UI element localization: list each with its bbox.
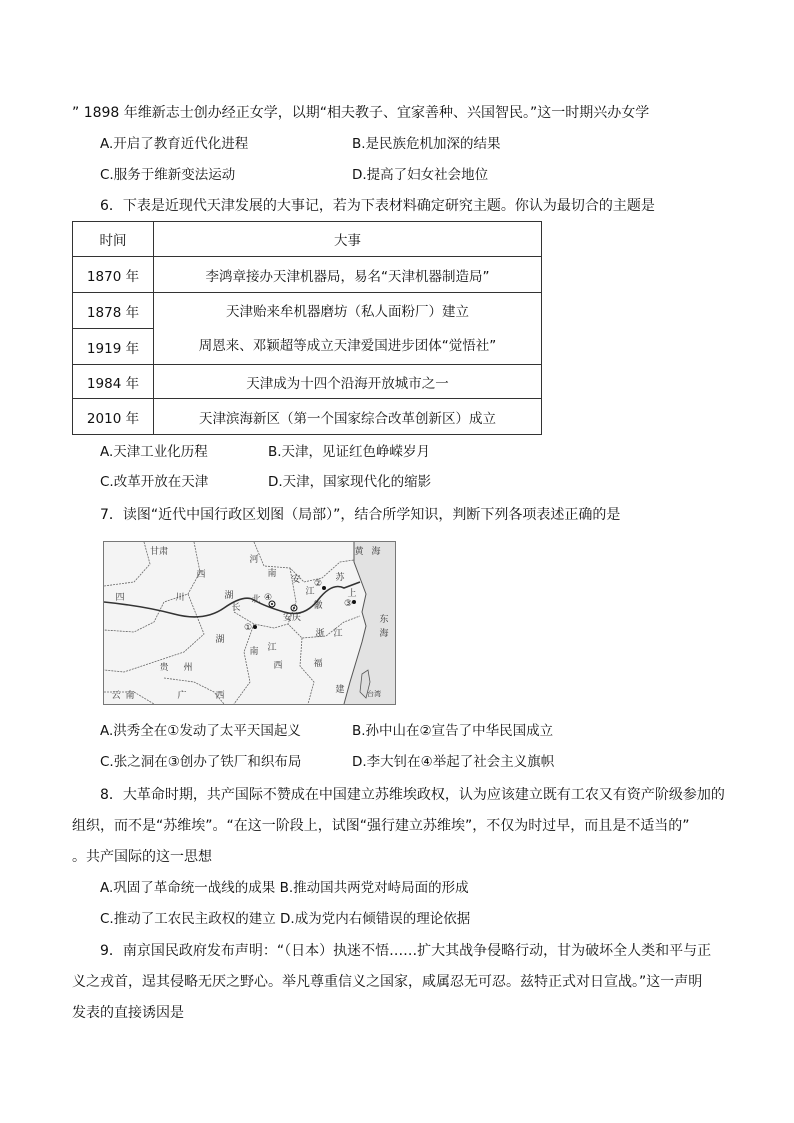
map-label: 福 (313, 659, 323, 669)
event-cell: 天津滨海新区（第一个国家综合改革创新区）成立 (154, 399, 542, 435)
table-row (73, 365, 542, 399)
table-row (73, 399, 542, 435)
map-label: 南 (249, 647, 259, 657)
q6-option-b[interactable]: B.天津，见证红色峥嵘岁月 (268, 444, 431, 460)
map-label: 台湾 (367, 690, 381, 698)
map-label: 广 (177, 691, 187, 701)
map-label: ① (243, 623, 253, 633)
q7-option-c[interactable]: C.张之洞在③创办了铁厂和织布局 (100, 754, 302, 770)
border (104, 594, 204, 672)
q5-option-d[interactable]: D.提高了妇女社会地位 (352, 167, 489, 183)
map-label: 海 (371, 547, 381, 557)
map-label: 安 (291, 575, 301, 585)
q6-option-d[interactable]: D.天津，国家现代化的缩影 (268, 474, 432, 490)
map-svg (104, 542, 395, 704)
q5-option-a[interactable]: A.开启了教育近代化进程 (100, 136, 249, 152)
map-label: 建 (335, 685, 345, 695)
map-label: 四 (115, 593, 125, 603)
marker-1 (253, 625, 257, 629)
q8-line-2: 组织，而不是“苏维埃”。“在这一阶段上，试图“强行建立苏维埃”，不仅为时过早，而且是不适当的” (72, 818, 690, 834)
map-label: 长 (231, 603, 241, 613)
marker-2 (322, 586, 326, 590)
q7-option-a[interactable]: A.洪秀全在①发动了太平天国起义 (100, 723, 301, 739)
header-time: 时间 (73, 222, 154, 257)
q9-line-1: 9．南京国民政府发布声明：“（日本）执迷不悟……扩大其战争侵略行动，甘为破坏全人类和平与正 (100, 943, 712, 959)
event-cell-merged (154, 293, 542, 365)
map-label: 徽 (313, 601, 323, 611)
q9-line-2: 义之戎首，逞其侵略无厌之野心。举凡尊重信义之国家，咸属忍无可忍。兹特正式对日宣战。”这一声明 (72, 974, 703, 990)
map-label: 南 (125, 691, 135, 701)
map-label: 黄 (354, 547, 364, 557)
map-label: 上 (347, 589, 357, 599)
event-cell: 天津成为十四个沿海开放城市之一 (154, 365, 542, 399)
map-label: 甘肃 (149, 547, 169, 557)
q8-line-1: 8．大革命时期，共产国际不赞成在中国建立苏维埃政权，认为应该建立既有工农又有资产阶级参加的 (100, 787, 725, 803)
map-label: 苏 (335, 573, 345, 583)
table-row (73, 257, 542, 293)
year-cell: 1878 年 (73, 293, 154, 329)
q5-option-b[interactable]: B.是民族危机加深的结果 (352, 136, 501, 152)
q7-option-b[interactable]: B.孙中山在②宣告了中华民国成立 (352, 723, 554, 739)
map-label: 州 (183, 663, 193, 673)
header-event: 大事 (154, 222, 542, 257)
border (234, 624, 254, 704)
table-row (73, 293, 542, 329)
map-label: ② (313, 579, 323, 589)
map-label: 湖 (224, 591, 234, 601)
map-label: 北 (251, 595, 261, 605)
event-text: 天津贻来牟机器磨坊（私人面粉厂）建立 (226, 303, 469, 320)
map-label: 西 (215, 691, 225, 701)
map-label: 海 (379, 629, 389, 639)
event-cell: 李鸿章接办天津机器局，易名“天津机器制造局” (154, 257, 542, 293)
q8-options-cd[interactable]: C.推动了工农民主政权的建立 D.成为党内右倾错误的理论依据 (100, 911, 471, 927)
map-label: 西 (196, 570, 206, 580)
map-label: ④ (263, 593, 273, 603)
border (234, 612, 288, 628)
map-label: 东 (379, 615, 389, 625)
q6-option-c[interactable]: C.改革开放在天津 (100, 474, 209, 490)
map-label: 贵 (159, 663, 169, 673)
map-label: 安庆 (282, 613, 302, 623)
table-header-row (73, 222, 542, 257)
q8-line-3: 。共产国际的这一思想 (72, 849, 212, 865)
china-admin-map (103, 541, 396, 705)
year-cell: 2010 年 (73, 399, 154, 435)
year-cell: 1919 年 (73, 329, 154, 365)
q6-stem: 6．下表是近现代天津发展的大事记，若为下表材料确定研究主题。你认为最切合的主题是 (100, 198, 655, 214)
anqing-marker-dot (293, 607, 295, 609)
q5-stem: ” 1898 年维新志士创办经正女学，以期“相夫教子、宜家善种、兴国智民。”这一时期兴办女学 (72, 105, 650, 121)
map-label: 江 (305, 587, 315, 597)
map-label: 川 (175, 593, 185, 603)
q9-line-3: 发表的直接诱因是 (72, 1005, 184, 1021)
map-label: 江 (333, 629, 343, 639)
map-label: 江 (267, 643, 277, 653)
year-cell: 1984 年 (73, 365, 154, 399)
map-label: 浙 (315, 629, 325, 639)
q7-stem: 7．读图“近代中国行政区划图（局部）”，结合所学知识，判断下列各项表述正确的是 (100, 507, 621, 523)
map-label: 西 (273, 661, 283, 671)
map-label: 南 (267, 569, 277, 579)
event-text: 周恩来、邓颖超等成立天津爱国进步团体“觉悟社” (198, 337, 497, 354)
q6-option-a[interactable]: A.天津工业化历程 (100, 444, 208, 460)
map-label: 云 (111, 691, 121, 701)
q7-option-d[interactable]: D.李大钊在④举起了社会主义旗帜 (352, 754, 555, 770)
marker-4-dot (271, 603, 273, 605)
map-label: 河 (249, 555, 259, 565)
border (300, 638, 314, 704)
border (104, 542, 150, 586)
year-cell: 1870 年 (73, 257, 154, 293)
marker-3 (352, 600, 356, 604)
map-label: ③ (343, 599, 353, 609)
map-label: 湖 (215, 635, 225, 645)
q5-option-c[interactable]: C.服务于维新变法运动 (100, 167, 236, 183)
events-table (72, 221, 542, 435)
q8-options-ab[interactable]: A.巩固了革命统一战线的成果 B.推动国共两党对峙局面的形成 (100, 880, 469, 896)
